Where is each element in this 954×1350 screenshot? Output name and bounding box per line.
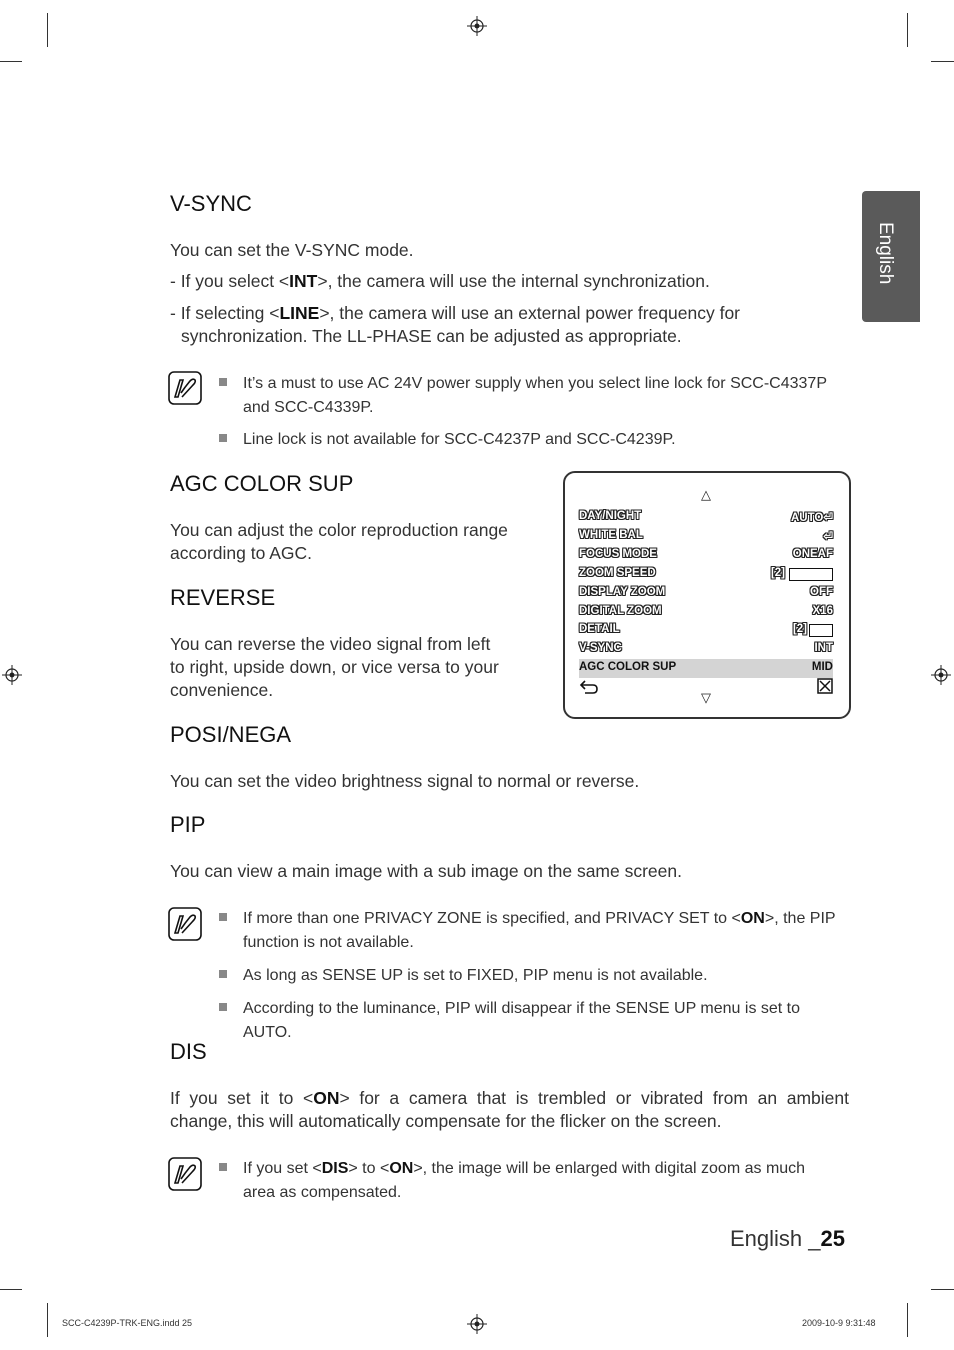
bullet	[219, 378, 227, 386]
osd-menu-row[interactable]	[579, 508, 833, 527]
vsync-note-2: Line lock is not available for SCC-C4237P and SCC-C4239P.	[243, 431, 676, 448]
crop-mark	[47, 1303, 48, 1337]
registration-mark-icon	[467, 16, 487, 36]
osd-menu	[563, 471, 851, 719]
osd-menu-value: [2]	[792, 623, 807, 636]
scroll-up-arrow-icon[interactable]: △	[701, 487, 711, 502]
pip-note-1: If more than one PRIVACY ZONE is specified, and PRIVACY SET to <ON>, the PIP function is not available.	[243, 910, 836, 951]
vsync-note-1: It’s a must to use AC 24V power supply when you select line lock for SCC-C4337P and SCC-C4339P.	[243, 375, 827, 416]
dis-text-line-2: change, this will automatically compensate for the flicker on the screen.	[170, 1111, 722, 1131]
osd-menu-value: ONEAF	[792, 547, 833, 560]
posinega-text: You can set the video brightness signal to normal or reverse.	[170, 771, 640, 791]
pip-note-2: As long as SENSE UP is set to FIXED, PIP menu is not available.	[243, 967, 708, 984]
pip-text: You can view a main image with a sub image on the same screen.	[170, 861, 682, 881]
page-number: English _25	[730, 1226, 845, 1251]
osd-level-bar	[809, 624, 833, 637]
osd-level-bar	[789, 568, 833, 581]
section-heading-dis: DIS	[170, 1039, 207, 1064]
registration-mark-icon	[467, 1314, 487, 1334]
crop-mark	[0, 1289, 22, 1290]
agc-text: You can adjust the color reproduction range according to AGC.	[170, 520, 508, 563]
osd-menu-value: ⏎	[823, 530, 833, 543]
osd-menu-value: OFF	[810, 585, 833, 598]
vsync-item-int: - If you select <INT>, the camera will use the internal synchronization.	[170, 271, 710, 291]
osd-menu-row[interactable]	[579, 546, 833, 565]
note-icon	[168, 1157, 202, 1191]
crop-mark	[0, 61, 22, 62]
osd-menu-label: DIGITAL ZOOM	[579, 604, 662, 617]
section-heading-reverse: REVERSE	[170, 585, 276, 610]
crop-mark	[931, 1289, 954, 1290]
bullet	[219, 913, 227, 921]
osd-menu-row[interactable]	[579, 640, 833, 659]
section-heading-vsync: V-SYNC	[170, 191, 252, 216]
bullet	[219, 970, 227, 978]
osd-menu-row[interactable]	[579, 584, 833, 603]
bullet	[219, 1163, 227, 1171]
note-icon	[168, 371, 202, 405]
vsync-item-line: - If selecting <LINE>, the camera will use an external power frequency for	[170, 303, 741, 323]
osd-menu-row[interactable]	[579, 621, 833, 640]
osd-menu-label: WHITE BAL	[579, 528, 643, 541]
osd-menu-row[interactable]	[579, 659, 833, 678]
crop-mark	[907, 1303, 908, 1337]
osd-menu-value: [2]	[770, 566, 785, 579]
osd-menu-value: AUTO⏎	[790, 512, 833, 524]
bullet	[219, 434, 227, 442]
osd-menu-value: X16	[812, 604, 833, 617]
section-heading-posinega: POSI/NEGA	[170, 722, 292, 747]
osd-menu-value: MID	[811, 661, 833, 674]
section-heading-pip: PIP	[170, 812, 206, 837]
osd-menu-label: DISPLAY ZOOM	[579, 585, 666, 598]
dis-text-line-1: If you set it to <ON> for a camera that is trembled or vibrated from an ambient	[170, 1088, 849, 1108]
return-icon[interactable]	[579, 677, 599, 695]
close-box-icon[interactable]	[817, 678, 833, 694]
crop-mark	[47, 13, 48, 47]
vsync-intro: You can set the V-SYNC mode.	[170, 240, 414, 260]
footer-file: SCC-C4239P-TRK-ENG.indd 25	[62, 1318, 193, 1328]
dis-note: If you set <DIS> to <ON>, the image will be enlarged with digital zoom as much area as compensated.	[243, 1160, 806, 1201]
language-tab-label: English	[875, 222, 896, 285]
note-icon	[168, 907, 202, 941]
osd-menu-row[interactable]	[579, 603, 833, 622]
footer-date: 2009-10-9 9:31:48	[802, 1318, 876, 1328]
registration-mark-icon	[931, 665, 951, 685]
osd-menu-value: INT	[814, 642, 833, 655]
crop-mark	[931, 61, 954, 62]
osd-menu-label: DETAIL	[579, 623, 620, 636]
registration-mark-icon	[2, 665, 22, 685]
bullet	[219, 1003, 227, 1011]
osd-menu-label: FOCUS MODE	[579, 547, 657, 560]
reverse-text: You can reverse the video signal from left to right, upside down, or vice versa to your convenience.	[170, 634, 499, 700]
osd-menu-label: AGC COLOR SUP	[579, 661, 677, 674]
osd-menu-label: DAY/NIGHT	[579, 510, 642, 522]
osd-menu-label: ZOOM SPEED	[579, 566, 656, 579]
osd-menu-row[interactable]	[579, 527, 833, 546]
vsync-item-line-cont: synchronization. The LL-PHASE can be adjusted as appropriate.	[181, 326, 682, 346]
scroll-down-arrow-icon[interactable]: ▽	[701, 690, 711, 705]
osd-menu-row[interactable]	[579, 565, 833, 584]
crop-mark	[907, 13, 908, 47]
osd-menu-label: V-SYNC	[579, 642, 622, 655]
pip-note-3: According to the luminance, PIP will disappear if the SENSE UP menu is set to AUTO.	[243, 1000, 801, 1041]
section-heading-agc: AGC COLOR SUP	[170, 471, 354, 496]
